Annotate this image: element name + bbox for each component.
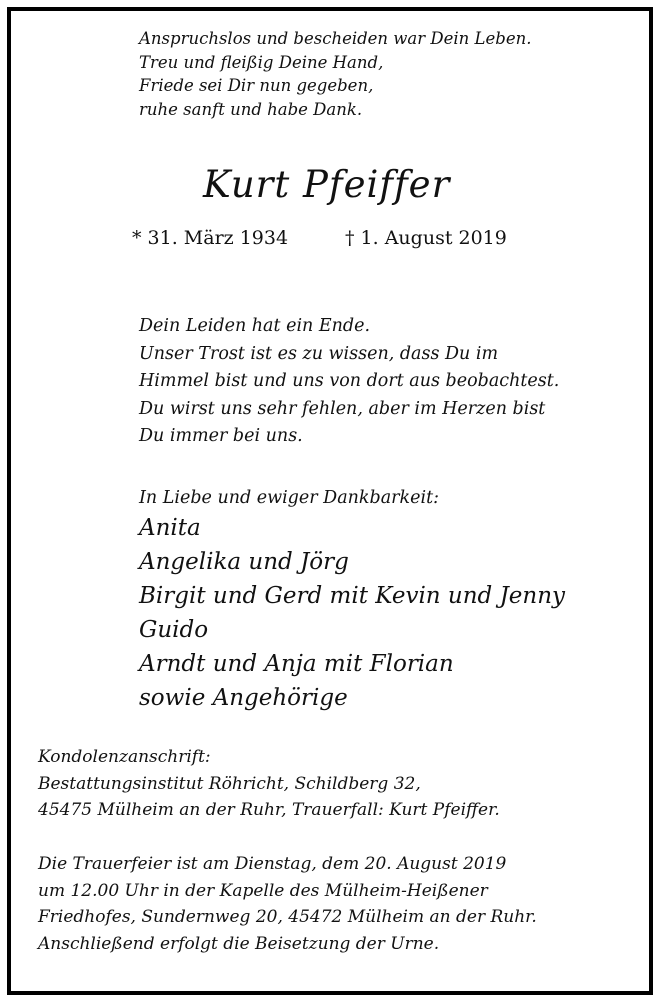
poem-line: Treu und fleißig Deine Hand, [139, 52, 384, 72]
ceremony-line: Friedhofes, Sundernweg 20, 45472 Mülheim an der Ruhr. [38, 907, 537, 927]
condolence-line: Bestattungsinstitut Röhricht, Schildberg 32, [38, 773, 421, 794]
obituary-border [7, 7, 653, 995]
poem-line: Anspruchslos und bescheiden war Dein Leben. [139, 29, 532, 48]
message-line: Unser Trost ist es zu wissen, dass Du im [139, 343, 499, 364]
message-line: Du immer bei uns. [139, 426, 303, 447]
condolence-line: 45475 Mülheim an der Ruhr, Trauerfall: Kurt Pfeiffer. [38, 800, 500, 820]
family-member: Guido [139, 617, 209, 643]
message-line: Himmel bist und uns von dort aus beobachtest. [139, 371, 560, 392]
message-line: Dein Leiden hat ein Ende. [139, 316, 371, 336]
family-intro: In Liebe und ewiger Dankbarkeit: [139, 488, 439, 508]
poem-line: ruhe sanft und habe Dank. [139, 99, 363, 119]
message-line: Du wirst uns sehr fehlen, aber im Herzen bist [139, 398, 546, 419]
condolence-address [38, 744, 500, 824]
poem-line: Friede sei Dir nun gegeben, [139, 76, 374, 95]
family-member: Birgit und Gerd mit Kevin und Jenny [139, 583, 566, 609]
ceremony-line: um 12.00 Uhr in der Kapelle des Mülheim-Heißener [38, 880, 488, 901]
family-member: Arndt und Anja mit Florian [139, 651, 454, 677]
ceremony-line: Die Trauerfeier ist am Dienstag, dem 20. August 2019 [38, 854, 507, 874]
farewell-message [139, 313, 559, 451]
death-date: † 1. August 2019 [345, 227, 507, 249]
family-member: Anita [139, 515, 201, 541]
family-member: sowie Angehörige [139, 685, 348, 711]
family-member: Angelika und Jörg [139, 549, 349, 575]
ceremony-details [38, 851, 537, 957]
condolence-line: Kondolenzanschrift: [38, 747, 211, 767]
birth-date: * 31. März 1934 [132, 227, 289, 249]
opening-poem [139, 27, 531, 121]
family-members [139, 511, 565, 715]
ceremony-line: Anschließend erfolgt die Beisetzung der Urne. [38, 933, 440, 954]
deceased-name: Kurt Pfeiffer [203, 163, 451, 206]
obituary-notice [11, 11, 649, 991]
